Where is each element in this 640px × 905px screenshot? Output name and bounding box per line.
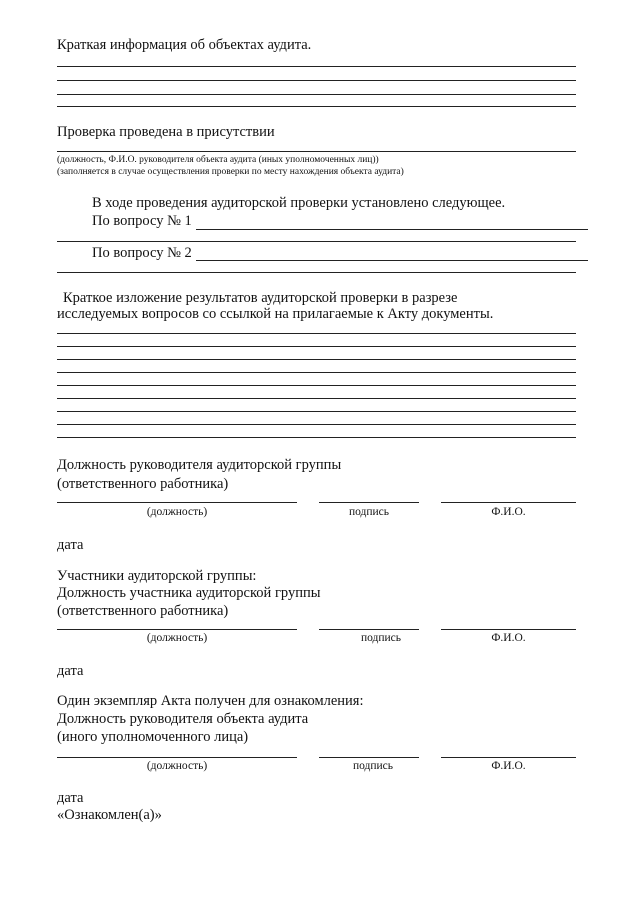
signature-block-heading: Один экземпляр Акта получен для ознакомления: <box>57 693 364 709</box>
fill-line <box>57 80 576 81</box>
fill-line <box>57 385 576 386</box>
fill-line <box>57 359 576 360</box>
position-caption: (должность) <box>146 632 208 644</box>
established-text: В ходе проведения аудиторской проверки установлено следующее. <box>92 195 506 211</box>
presence-label: Проверка проведена в присутствии <box>57 124 275 140</box>
fill-line <box>57 272 576 273</box>
presence-note: (должность, Ф.И.О. руководителя объекта аудита (иных уполномоченных лиц)) <box>57 155 379 165</box>
fill-line <box>57 398 576 399</box>
acknowledged-label: «Ознакомлен(а)» <box>57 807 162 823</box>
question-2-label: По вопросу № 2 <box>92 245 192 261</box>
name-line <box>441 757 576 758</box>
signature-block-heading: Участники аудиторской группы: <box>57 568 257 584</box>
fill-line <box>57 333 576 334</box>
date-label: дата <box>57 790 84 806</box>
brief-info-heading: Краткая информация об объектах аудита. <box>57 37 312 53</box>
position-line <box>57 757 297 758</box>
signature-block-heading: (иного уполномоченного лица) <box>57 729 249 745</box>
fill-line <box>57 372 576 373</box>
fill-line <box>57 241 576 242</box>
signature-block-heading: (ответственного работника) <box>57 603 229 619</box>
signature-caption: подпись <box>348 506 390 518</box>
fill-line <box>57 151 576 152</box>
name-line <box>441 502 576 503</box>
name-caption: Ф.И.О. <box>491 760 526 772</box>
fill-line <box>57 424 576 425</box>
fill-line <box>57 346 576 347</box>
date-label: дата <box>57 663 84 679</box>
name-caption: Ф.И.О. <box>491 632 526 644</box>
name-caption: Ф.И.О. <box>491 506 526 518</box>
fill-line <box>57 106 576 107</box>
presence-note: (заполняется в случае осуществления проверки по месту нахождения объекта аудита) <box>57 167 404 177</box>
summary-text: Краткое изложение результатов аудиторской проверки в разрезе <box>63 290 458 306</box>
position-line <box>57 502 297 503</box>
fill-line <box>57 411 576 412</box>
signature-block-heading: Должность руководителя аудиторской группы <box>57 457 342 473</box>
signature-line <box>319 757 419 758</box>
signature-line <box>319 629 419 630</box>
fill-line <box>57 66 576 67</box>
fill-line <box>57 437 576 438</box>
fill-line <box>196 260 588 261</box>
signature-caption: подпись <box>352 760 394 772</box>
signature-caption: подпись <box>360 632 402 644</box>
signature-block-heading: Должность руководителя объекта аудита <box>57 711 309 727</box>
date-label: дата <box>57 537 84 553</box>
signature-line <box>319 502 419 503</box>
position-line <box>57 629 297 630</box>
position-caption: (должность) <box>146 760 208 772</box>
signature-block-heading: Должность участника аудиторской группы <box>57 585 321 601</box>
signature-block-heading: (ответственного работника) <box>57 476 229 492</box>
position-caption: (должность) <box>146 506 208 518</box>
name-line <box>441 629 576 630</box>
summary-text: исследуемых вопросов со ссылкой на прилагаемые к Акту документы. <box>57 306 494 322</box>
fill-line <box>196 229 588 230</box>
question-1-label: По вопросу № 1 <box>92 213 192 229</box>
fill-line <box>57 94 576 95</box>
